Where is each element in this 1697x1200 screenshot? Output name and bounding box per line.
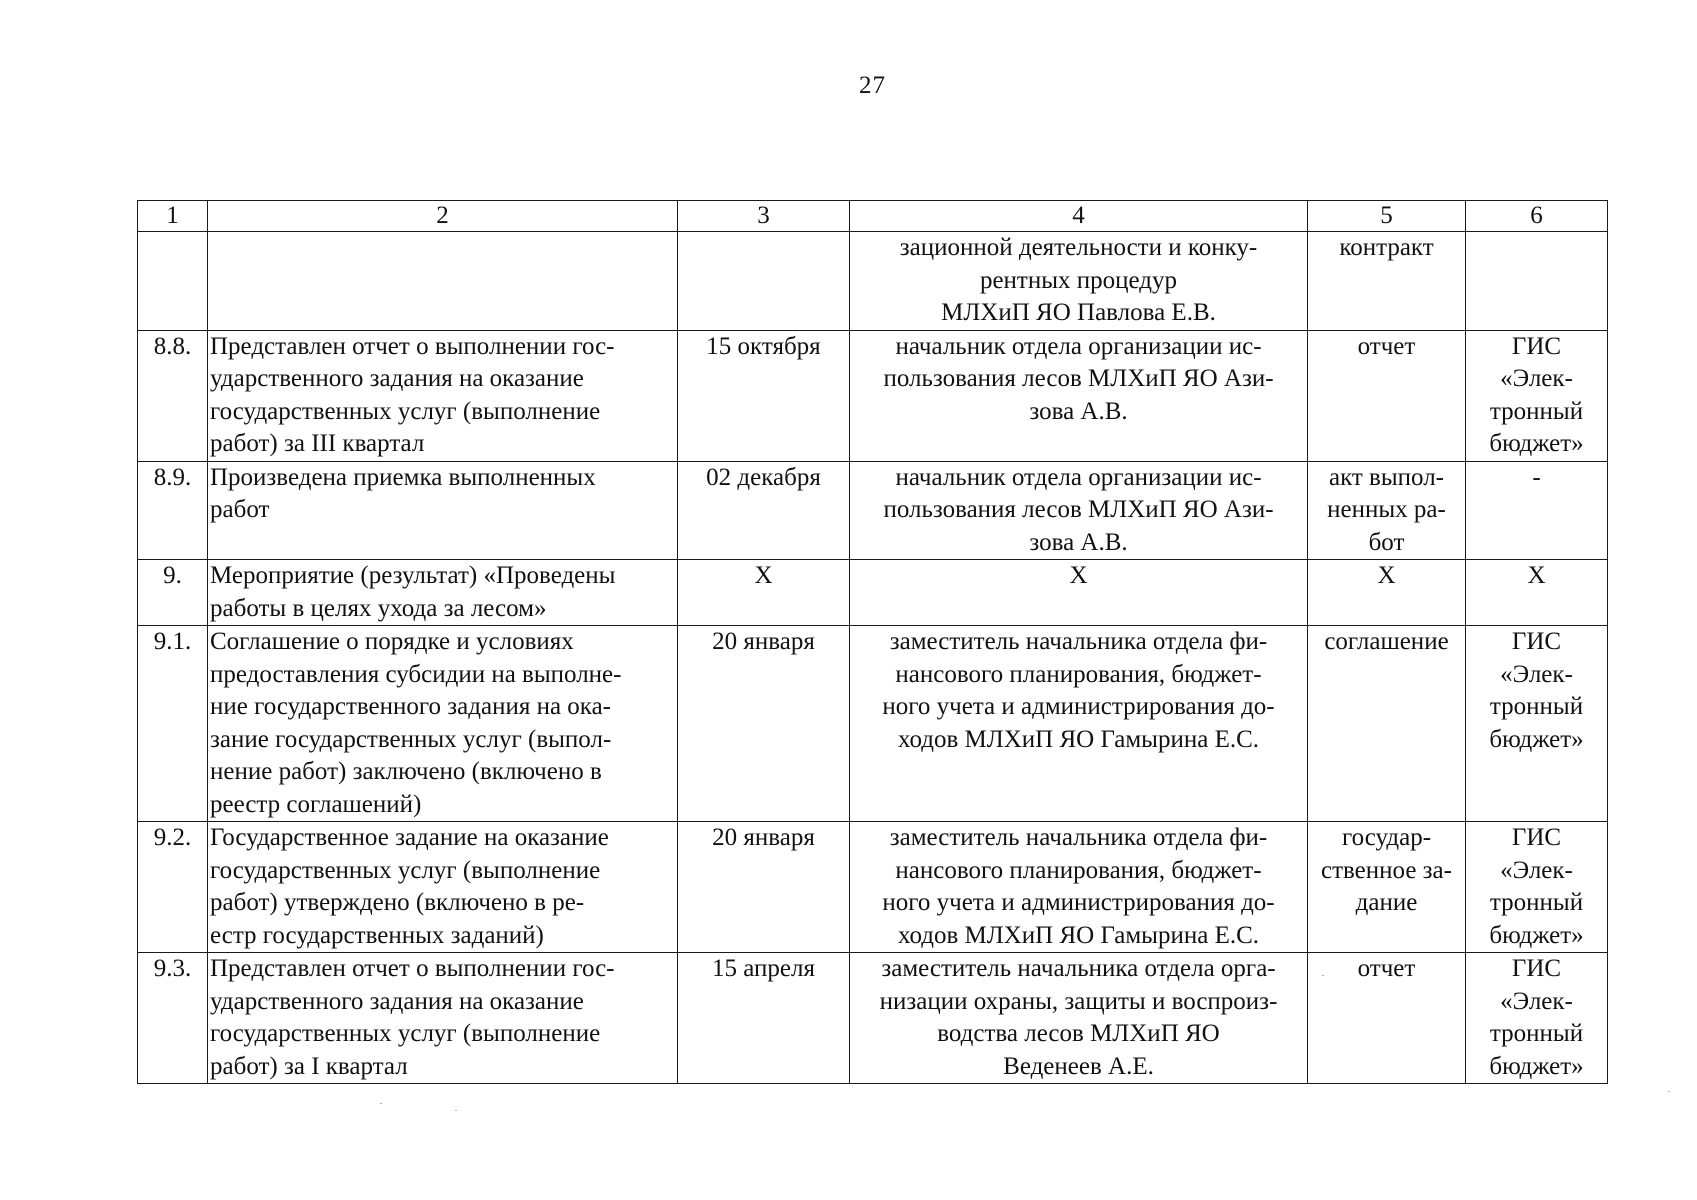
cell-text-line: зание государственных услуг (выпол- — [210, 725, 612, 753]
cell-text-line: X — [1377, 562, 1396, 589]
cell-text-line: нансового планирования, бюджет- — [895, 660, 1262, 688]
cell-text-line: бюджет» — [1489, 921, 1584, 949]
responsible-cell — [850, 626, 1308, 822]
deadline-cell — [678, 461, 850, 560]
cell-text-line: ГИС — [1511, 824, 1562, 851]
deadline-cell — [678, 626, 850, 822]
cell-text-line: 20 января — [712, 824, 815, 851]
cell-text-line: дание — [1355, 889, 1418, 916]
header-cell: 4 — [850, 201, 1308, 232]
cell-text-line: естр государственных заданий) — [210, 921, 544, 949]
responsible-cell — [850, 953, 1308, 1084]
cell-text-line: 9.3. — [153, 955, 192, 982]
cell-text-line: отчет — [1357, 955, 1416, 982]
description-cell — [208, 822, 678, 953]
document-type-cell — [1308, 461, 1466, 560]
cell-text-line: государственных услуг (выполнение — [210, 856, 601, 884]
cell-text-line: ГИС — [1511, 955, 1562, 982]
table-row — [138, 232, 1608, 331]
cell-text-line: работ — [210, 496, 270, 523]
description-cell — [208, 330, 678, 461]
cell-text-line: пользования лесов МЛХиП ЯО Ази- — [883, 365, 1274, 392]
information-system-cell — [1466, 232, 1608, 331]
cell-text-line: отчет — [1357, 332, 1416, 360]
information-system-cell — [1466, 330, 1608, 461]
cell-text-line: тронный — [1489, 693, 1584, 720]
deadline-cell — [678, 953, 850, 1084]
row-number-cell — [138, 560, 208, 626]
scan-speck — [1668, 1091, 1670, 1092]
cell-text-line: заместитель начальника отдела фи- — [889, 824, 1268, 851]
page-number: 27 — [859, 72, 886, 99]
cell-text-line: Представлен отчет о выполнении гос- — [210, 332, 615, 360]
deadline-cell — [678, 560, 850, 626]
deadline-cell — [678, 330, 850, 461]
table-row — [138, 461, 1608, 560]
table-row — [138, 560, 1608, 626]
cell-text-line: ударственного задания на оказание — [210, 987, 584, 1015]
cell-text-line: зова А.В. — [1029, 397, 1128, 425]
cell-text-line: зова А.В. — [1029, 528, 1128, 556]
cell-text-line: 20 января — [712, 628, 815, 655]
cell-text-line: ного учета и администрирования до- — [882, 889, 1275, 916]
cell-text-line: ного учета и администрирования до- — [882, 693, 1275, 720]
cell-text-line: работ) утверждено (включено в ре- — [210, 889, 585, 916]
cell-text-line: «Элек- — [1500, 856, 1573, 884]
cell-text-line: X — [1527, 562, 1546, 589]
cell-text-line: X — [1069, 562, 1088, 589]
cell-text-line: реестр соглашений) — [210, 790, 422, 818]
scan-speck — [380, 1103, 382, 1104]
row-number-cell — [138, 626, 208, 822]
header-cell: 2 — [208, 201, 678, 232]
cell-text-line: Веденеев А.Е. — [1003, 1052, 1154, 1080]
cell-text-line: государственных услуг (выполнение — [210, 1020, 601, 1047]
cell-text-line: государственных услуг (выполнение — [210, 397, 601, 425]
cell-text-line: МЛХиП ЯО Павлова Е.В. — [941, 299, 1216, 326]
responsible-cell — [850, 822, 1308, 953]
cell-text-line: 8.9. — [153, 463, 192, 491]
cell-text-line: работ) за III квартал — [210, 430, 425, 457]
document-type-cell — [1308, 822, 1466, 953]
cell-text-line: зационной деятельности и конку- — [899, 234, 1258, 261]
cell-text-line: 9.2. — [153, 824, 192, 851]
table-body — [138, 201, 1608, 1084]
cell-text-line: 15 апреля — [712, 955, 815, 982]
row-number-cell — [138, 461, 208, 560]
row-number-cell — [138, 953, 208, 1084]
header-cell: 3 — [678, 201, 850, 232]
document-type-cell — [1308, 560, 1466, 626]
cell-text-line: пользования лесов МЛХиП ЯО Ази- — [883, 496, 1274, 523]
cell-text-line: Соглашение о порядке и условиях — [210, 628, 574, 655]
cell-text-line: «Элек- — [1500, 987, 1573, 1015]
cell-text-line: нение работ) заключено (включено в — [210, 758, 602, 785]
cell-text-line: ударственного задания на оказание — [210, 365, 584, 392]
cell-text-line: бот — [1368, 528, 1405, 556]
cell-text-line: Представлен отчет о выполнении гос- — [210, 955, 615, 982]
cell-text-line: ненных ра- — [1327, 496, 1446, 523]
table-row — [138, 626, 1608, 822]
row-number-cell — [138, 232, 208, 331]
cell-text-line: 8.8. — [153, 332, 192, 360]
cell-text-line: контракт — [1339, 234, 1434, 261]
cell-text-line: «Элек- — [1500, 365, 1573, 392]
cell-text-line: нансового планирования, бюджет- — [895, 856, 1262, 884]
cell-text-line: X — [754, 562, 773, 589]
cell-text-line: акт выпол- — [1328, 463, 1445, 491]
cell-text-line: ходов МЛХиП ЯО Гамырина Е.С. — [897, 921, 1260, 949]
responsible-cell — [850, 232, 1308, 331]
scan-speck — [455, 1110, 457, 1111]
cell-text-line: предоставления субсидии на выполне- — [210, 660, 622, 688]
description-cell — [208, 560, 678, 626]
cell-text-line: рентных процедур — [979, 266, 1178, 294]
information-system-cell — [1466, 822, 1608, 953]
responsible-cell — [850, 560, 1308, 626]
description-cell — [208, 953, 678, 1084]
document-type-cell — [1308, 626, 1466, 822]
row-number-cell — [138, 822, 208, 953]
responsible-cell — [850, 461, 1308, 560]
cell-text-line: 9. — [163, 562, 182, 589]
table-row — [138, 822, 1608, 953]
information-system-cell — [1466, 953, 1608, 1084]
scan-speck — [1322, 975, 1324, 976]
table-row — [138, 330, 1608, 461]
document-type-cell — [1308, 232, 1466, 331]
cell-text-line: ние государственного задания на ока- — [210, 693, 611, 720]
cell-text-line: начальник отдела организации ис- — [895, 463, 1262, 491]
cell-text-line: водства лесов МЛХиП ЯО — [937, 1020, 1220, 1047]
document-type-cell — [1308, 330, 1466, 461]
cell-text-line: бюджет» — [1489, 430, 1584, 457]
cell-text-line: ственное за- — [1321, 856, 1452, 884]
cell-text-line: 15 октября — [706, 332, 821, 360]
cell-text-line: работы в целях ухода за лесом» — [210, 594, 547, 622]
information-system-cell — [1466, 461, 1608, 560]
cell-text-line: низации охраны, защиты и воспроиз- — [879, 987, 1278, 1015]
cell-text-line: 9.1. — [153, 628, 192, 655]
cell-text-line: тронный — [1489, 1020, 1584, 1047]
cell-text-line: Мероприятие (результат) «Проведены — [210, 562, 616, 589]
cell-text-line: тронный — [1489, 397, 1584, 425]
cell-text-line: - — [1532, 463, 1541, 491]
cell-text-line: ходов МЛХиП ЯО Гамырина Е.С. — [897, 725, 1260, 753]
cell-text-line: ГИС — [1511, 628, 1562, 655]
description-cell — [208, 626, 678, 822]
cell-text-line: бюджет» — [1489, 725, 1584, 753]
cell-text-line: ГИС — [1511, 332, 1562, 360]
measures-table — [137, 200, 1608, 1084]
cell-text-line: заместитель начальника отдела фи- — [889, 628, 1268, 655]
table-row — [138, 953, 1608, 1084]
description-cell — [208, 232, 678, 331]
cell-text-line: Государственное задание на оказание — [210, 824, 609, 851]
deadline-cell — [678, 232, 850, 331]
row-number-cell — [138, 330, 208, 461]
cell-text-line: соглашение — [1324, 628, 1449, 655]
cell-text-line: 02 декабря — [706, 463, 821, 491]
cell-text-line: тронный — [1489, 889, 1584, 916]
cell-text-line: бюджет» — [1489, 1052, 1584, 1080]
header-cell: 5 — [1308, 201, 1466, 232]
header-cell: 1 — [138, 201, 208, 232]
description-cell — [208, 461, 678, 560]
cell-text-line: заместитель начальника отдела орга- — [881, 955, 1276, 982]
deadline-cell — [678, 822, 850, 953]
information-system-cell — [1466, 626, 1608, 822]
cell-text-line: начальник отдела организации ис- — [895, 332, 1262, 360]
document-type-cell — [1308, 953, 1466, 1084]
table-header-row — [138, 201, 1608, 232]
cell-text-line: работ) за I квартал — [210, 1052, 408, 1080]
cell-text-line: «Элек- — [1500, 660, 1573, 688]
information-system-cell — [1466, 560, 1608, 626]
cell-text-line: государ- — [1341, 824, 1432, 851]
cell-text-line: Произведена приемка выполненных — [210, 463, 596, 491]
responsible-cell — [850, 330, 1308, 461]
header-cell: 6 — [1466, 201, 1608, 232]
